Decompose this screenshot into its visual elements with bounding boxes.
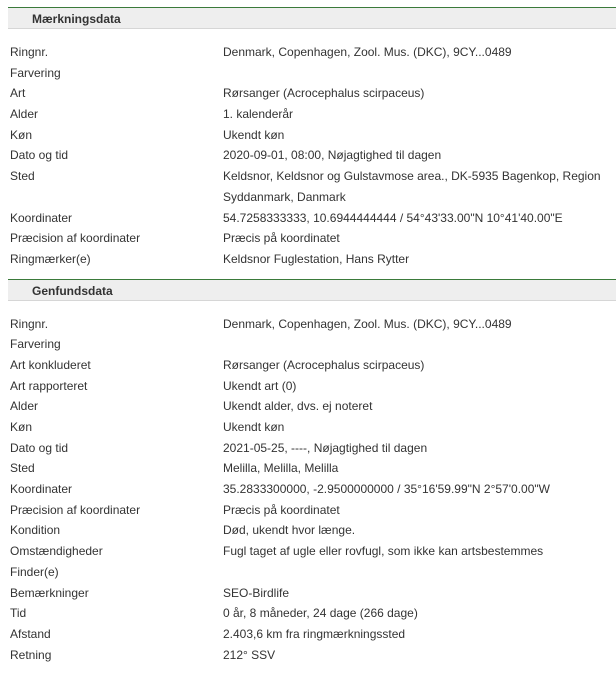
recovery-data-list <box>0 301 616 666</box>
field-label: Sted <box>10 169 35 184</box>
field-label: Art rapporteret <box>10 378 88 393</box>
recovery-row-finders <box>0 562 616 583</box>
field-label: Køn <box>10 127 33 142</box>
recovery-row-coordinate-precision <box>0 500 616 521</box>
field-value: Præcis på koordinatet <box>223 502 340 517</box>
recovery-row-age <box>0 396 616 417</box>
recovery-row-direction <box>0 645 616 666</box>
field-label: Afstand <box>10 626 51 641</box>
field-label: Alder <box>10 107 39 122</box>
recovery-row-coordinates <box>0 479 616 500</box>
recovery-row-color-ring <box>0 334 616 355</box>
recovery-row-ring-number <box>0 314 616 335</box>
field-label: Alder <box>10 399 39 414</box>
recovery-row-circumstances <box>0 541 616 562</box>
field-label: Ringnr. <box>10 316 49 331</box>
field-label: Koordinater <box>10 482 73 497</box>
recovery-row-species-reported <box>0 376 616 397</box>
marking-section-header <box>8 7 616 29</box>
field-value: Fugl taget af ugle eller rovfugl, som ikke kan artsbestemmes <box>223 544 544 559</box>
field-value: Rørsanger (Acrocephalus scirpaceus) <box>223 86 425 101</box>
field-value: 2020-09-01, 08:00, Nøjagtighed til dagen <box>223 148 442 163</box>
marking-section-title: Mærkningsdata <box>32 12 121 26</box>
field-value: 2.403,6 km fra ringmærkningssted <box>223 626 406 641</box>
field-label: Farvering <box>10 337 61 352</box>
field-value: Ukendt art (0) <box>223 378 297 393</box>
field-value: 54.7258333333, 10.6944444444 / 54°43'33.00"N 10°41'40.00"E <box>223 210 563 225</box>
marking-row-species <box>0 83 616 104</box>
field-label: Køn <box>10 420 33 435</box>
field-value: 0 år, 8 måneder, 24 dage (266 dage) <box>223 606 418 621</box>
recovery-section-header <box>8 279 616 301</box>
field-value: Ukendt køn <box>223 127 285 142</box>
field-label: Omstændigheder <box>10 544 103 559</box>
marking-row-color-ring <box>0 63 616 84</box>
field-label: Sted <box>10 461 35 476</box>
marking-row-coordinate-precision <box>0 228 616 249</box>
recovery-row-sex <box>0 417 616 438</box>
field-label: Ringnr. <box>10 45 49 59</box>
recovery-row-remarks <box>0 583 616 604</box>
field-value: 1. kalenderår <box>223 107 294 122</box>
marking-row-ring-number <box>0 42 616 63</box>
marking-row-ringers <box>0 249 616 270</box>
field-label: Art konkluderet <box>10 357 91 372</box>
field-value: SEO-Birdlife <box>223 585 290 600</box>
recovery-row-place <box>0 458 616 479</box>
field-label: Finder(e) <box>10 564 59 579</box>
recovery-section-title: Genfundsdata <box>32 283 113 298</box>
field-value: Denmark, Copenhagen, Zool. Mus. (DKC), 9CY...0489 <box>223 316 512 331</box>
field-value: Keldsnor, Keldsnor og Gulstavmose area., DK-5935 Bagenkop, Region Syddanmark, Danmark <box>223 169 601 204</box>
marking-data-list <box>0 29 616 270</box>
field-label: Dato og tid <box>10 148 69 163</box>
field-value: 212° SSV <box>223 647 276 662</box>
field-label: Bemærkninger <box>10 585 89 600</box>
field-label: Retning <box>10 647 52 662</box>
field-label: Dato og tid <box>10 440 69 455</box>
field-value: 2021-05-25, ----, Nøjagtighed til dagen <box>223 440 428 455</box>
marking-row-sex <box>0 125 616 146</box>
field-label: Tid <box>10 606 27 621</box>
field-value: 35.2833300000, -2.9500000000 / 35°16'59.99"N 2°57'0.00"W <box>223 482 550 497</box>
field-label: Art <box>10 86 26 101</box>
recovery-row-distance <box>0 624 616 645</box>
field-value: Rørsanger (Acrocephalus scirpaceus) <box>223 357 425 372</box>
field-value: Død, ukendt hvor længe. <box>223 523 356 538</box>
marking-row-age <box>0 104 616 125</box>
marking-row-coordinates <box>0 208 616 229</box>
recovery-row-time-elapsed <box>0 603 616 624</box>
recovery-row-condition <box>0 520 616 541</box>
field-label: Præcision af koordinater <box>10 502 141 517</box>
recovery-row-species-concluded <box>0 355 616 376</box>
field-value: Ukendt alder, dvs. ej noteret <box>223 399 373 414</box>
field-value: Keldsnor Fuglestation, Hans Rytter <box>223 251 410 266</box>
field-label: Koordinater <box>10 210 73 225</box>
marking-row-place <box>0 166 616 207</box>
recovery-row-date-time <box>0 438 616 459</box>
field-label: Farvering <box>10 65 61 80</box>
marking-row-date-time <box>0 145 616 166</box>
field-label: Kondition <box>10 523 61 538</box>
field-value: Melilla, Melilla, Melilla <box>223 461 339 476</box>
field-value: Denmark, Copenhagen, Zool. Mus. (DKC), 9CY...0489 <box>223 45 512 59</box>
field-label: Ringmærker(e) <box>10 251 91 266</box>
field-label: Præcision af koordinater <box>10 231 141 246</box>
field-value: Ukendt køn <box>223 420 285 435</box>
field-value: Præcis på koordinatet <box>223 231 340 246</box>
